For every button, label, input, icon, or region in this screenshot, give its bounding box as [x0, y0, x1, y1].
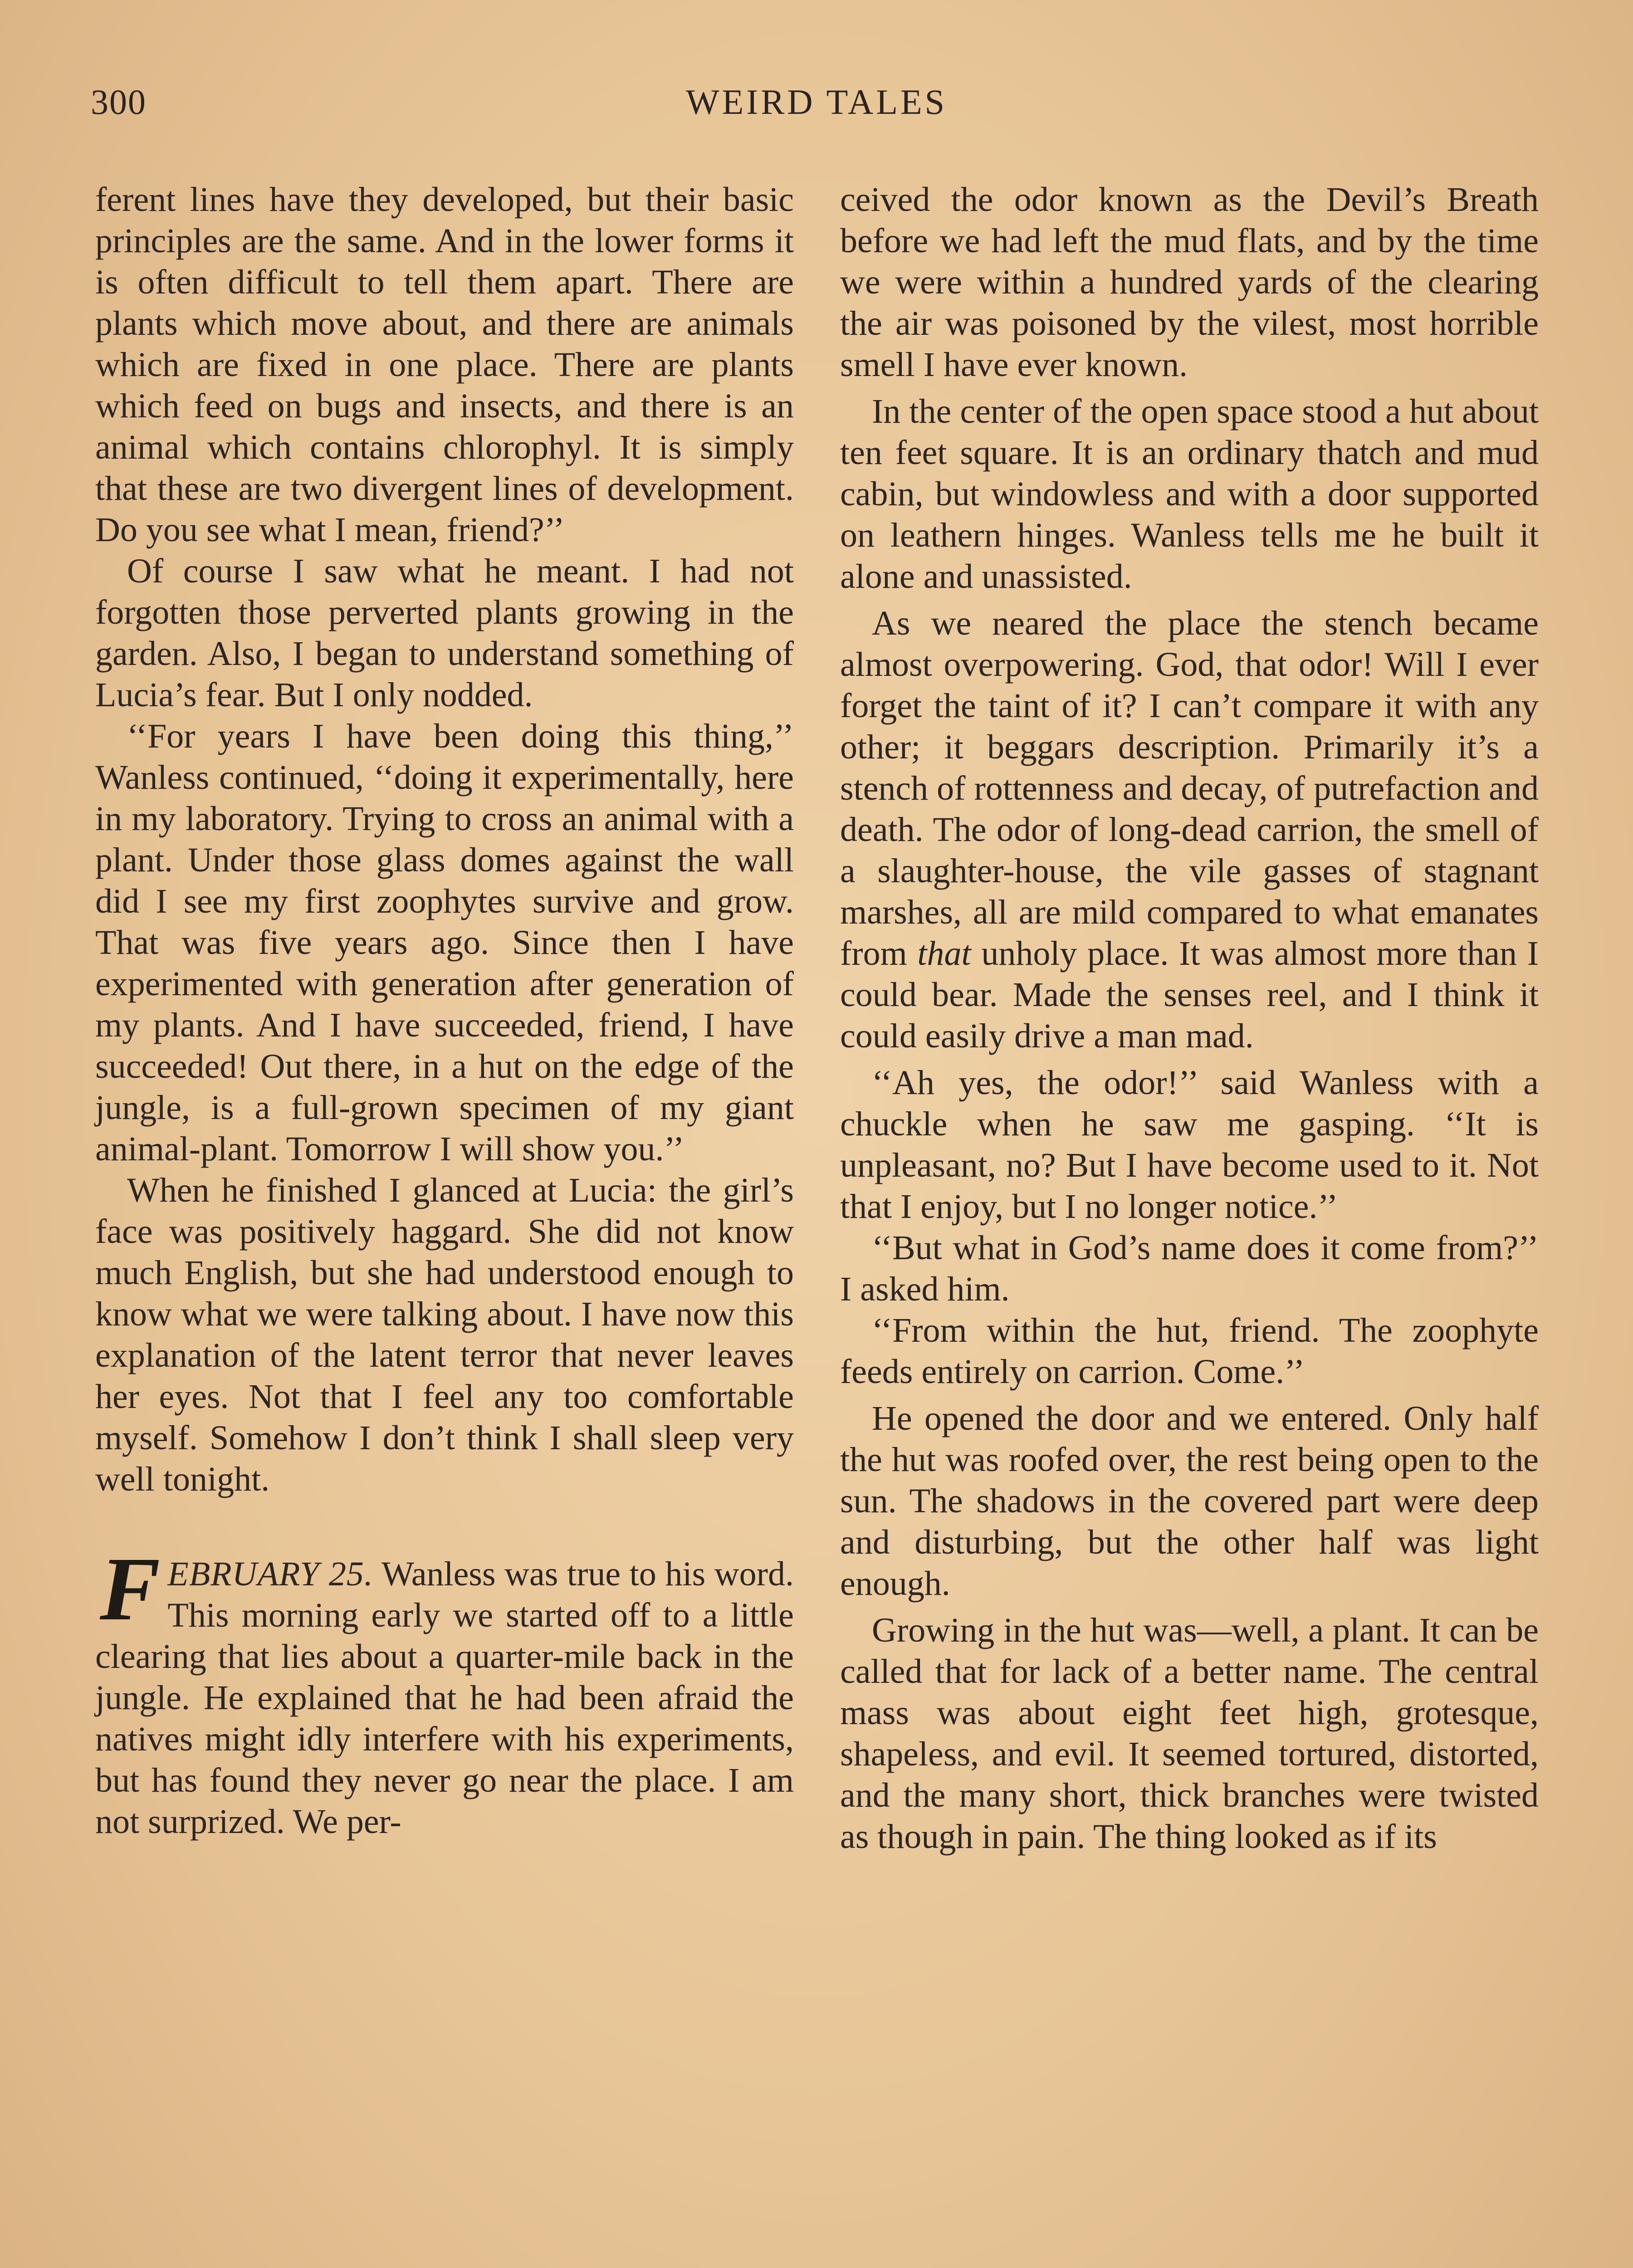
- dateline: EBRUARY 25.: [167, 1555, 373, 1593]
- drop-cap: F: [100, 1539, 161, 1639]
- paragraph: ‘‘But what in God’s name does it come from?’’ I asked him.: [840, 1229, 1539, 1308]
- paragraph-text: Wanless was true to his word. This morning early we started off to a little clearing that lies about a quarter-mile back in the jungle. He explained that he had been afraid the natives might idly interfere with his experiments, but has found they never go near the place. I am not surprized. We per-: [95, 1555, 794, 1841]
- paragraph: ferent lines have they developed, but their basic principles are the same. And in the lower forms it is often difficult to tell them apart. There are plants which move about, and there are animals which are fixed in one place. There are plants which feed on bugs and insects, and there is an animal which contains chlorophyl. It is simply that these are two divergent lines of development. Do you see what I mean, friend?’’: [95, 181, 794, 549]
- paragraph: ceived the odor known as the Devil’s Breath before we had left the mud flats, and by the time we were within a hundred yards of the clearing the air was poisoned by the vilest, most horrible smell I have ever known.: [840, 181, 1539, 384]
- paragraph: Of course I saw what he meant. I had not forgotten those perverted plants growing in the garden. Also, I began to understand something of Lucia’s fear. But I only nodded.: [95, 552, 794, 714]
- italic-word: that: [917, 934, 971, 973]
- right-column: [840, 179, 1539, 1857]
- paragraph: ‘‘Ah yes, the odor!’’ said Wanless with a chuckle when he saw me gasping. ‘‘It is unpleasant, no? But I have become used to it. Not that I enjoy, but I no longer notice.’’: [840, 1064, 1539, 1226]
- paragraph: ‘‘For years I have been doing this thing,’’ Wanless continued, ‘‘doing it experimentally, here in my laboratory. Trying to cross an animal with a plant. Under those glass domes against the wall did I see my first zoophytes survive and grow. That was five years ago. Since then I have experimented with generation after generation of my plants. And I have succeeded, friend, I have succeeded! Out there, in a hut on the edge of the jungle, is a full-grown specimen of my giant animal-plant. Tomorrow I will show you.’’: [95, 717, 794, 1168]
- paragraph: ‘‘From within the hut, friend. The zoophyte feeds entirely on carrion. Come.’’: [840, 1311, 1539, 1391]
- page-header: [91, 82, 1542, 136]
- paragraph: Growing in the hut was—well, a plant. It can be called that for lack of a better name. The central mass was about eight feet high, grotesque, shapeless, and evil. It seemed tortured, distorted, and the many short, thick branches were twisted as though in pain. The thing looked as if its: [840, 1611, 1539, 1856]
- left-column: [95, 179, 794, 1843]
- paragraph: He opened the door and we entered. Only half the hut was roofed over, the rest being open to the sun. The shadows in the covered part were deep and disturbing, but the other half was light enough.: [840, 1399, 1539, 1603]
- running-head: WEIRD TALES: [685, 82, 948, 122]
- paragraph-text: unholy place. It was almost more than I could bear. Made the senses reel, and I think it could easily drive a man mad.: [840, 934, 1539, 1055]
- paragraph: When he finished I glanced at Lucia: the girl’s face was positively haggard. She did not know much English, but she had understood enough to know what we were talking about. I have now this explanation of the latent terror that never leaves her eyes. Not that I feel any too comfortable myself. Somehow I don’t think I shall sleep very well tonight.: [95, 1171, 794, 1498]
- paragraph-text: As we neared the place the stench became almost overpowering. God, that odor! Will I ever forget the taint of it? I can’t compare it with any other; it beggars description. Primarily it’s a stench of rottenness and decay, of putrefaction and death. The odor of long-dead carrion, the smell of a slaughter-house, the vile gasses of stagnant marshes, all are mild compared to what emanates from: [840, 604, 1539, 973]
- paragraph: [840, 603, 1539, 1057]
- page-number: 300: [91, 82, 147, 122]
- section-paragraph: [95, 1539, 794, 1843]
- paragraph: In the center of the open space stood a hut about ten feet square. It is an ordinary thatch and mud cabin, but windowless and with a door supported on leathern hinges. Wanless tells me he built it alone and unassisted.: [840, 392, 1539, 596]
